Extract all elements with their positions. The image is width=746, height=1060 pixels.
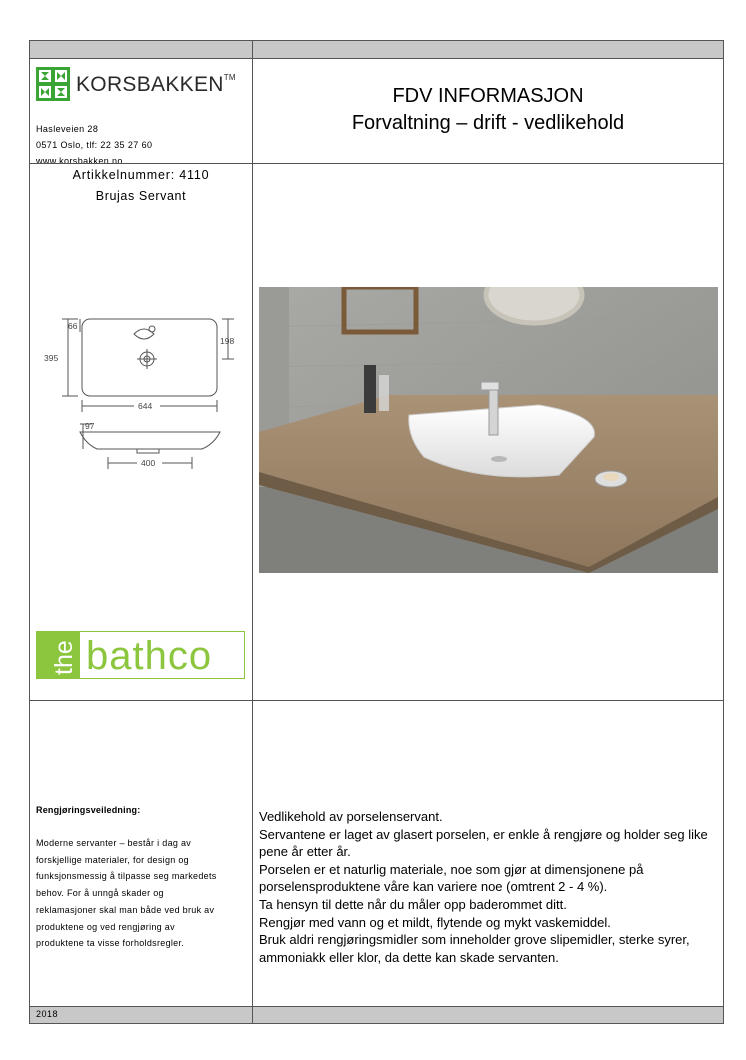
bathco-logo (36, 631, 245, 679)
title-cell (252, 58, 724, 164)
maintenance-line: Vedlikehold av porselenservant. (259, 809, 443, 824)
document-subtitle: Forvaltning – drift - vedlikehold (351, 112, 625, 134)
header-bar-left (29, 40, 253, 59)
maintenance-line: Bruk aldri rengjøringsmidler som inneholder grove slipemidler, sterke syrer, (259, 932, 690, 948)
cleaning-line: reklamasjoner skal man både ved bruk av (36, 904, 215, 915)
header-bar-right (252, 40, 724, 59)
product-photo (259, 287, 718, 573)
cleaning-paragraph (36, 835, 248, 952)
cleaning-line: behov. For å unngå skader og (36, 888, 164, 899)
footer-right (252, 1006, 724, 1024)
technical-drawing (42, 314, 247, 494)
dim-top-offset: 66 (68, 321, 78, 331)
dim-base: 400 (141, 458, 156, 468)
cleaning-line: funksjonsmessig å tilpasse seg markedets (36, 871, 217, 882)
fdv-document (29, 40, 723, 1024)
dim-height: 97 (85, 421, 95, 431)
maintenance-line: Servantene er laget av glasert porselen, er enkle å rengjøre og holder seg like (259, 826, 708, 842)
article-number: Artikkelnummer: 4110 (72, 168, 210, 182)
product-info-cell (29, 163, 253, 701)
phone-line: 0571 Oslo, tlf: 22 35 27 60 (36, 140, 153, 150)
dim-inner-depth: 198 (220, 336, 235, 346)
cleaning-line: forskjellige materialer, for design og (36, 854, 189, 865)
footer-year: 2018 (36, 1009, 59, 1019)
trademark: TM (223, 73, 236, 82)
bathco-prefix: the (50, 640, 78, 675)
cleaning-guide-cell (29, 700, 253, 1007)
address-line: Hasleveien 28 (36, 124, 99, 134)
korsbakken-logo-mark-icon (36, 67, 70, 101)
dim-depth: 395 (44, 353, 59, 363)
maintenance-line: ammoniakk eller klor, da dette kan skade servanten. (259, 949, 559, 965)
maintenance-line: Porselen er et naturlig materiale, noe som gjør at dimensjonene på (259, 861, 644, 877)
company-info-cell (29, 58, 253, 164)
company-name: KORSBAKKEN™ (76, 73, 236, 96)
maintenance-cell (252, 700, 724, 1007)
website-line: www.korsbakken.no (36, 156, 123, 166)
maintenance-text (259, 808, 714, 966)
maintenance-line: pene år etter år. (259, 844, 351, 860)
cleaning-heading: Rengjøringsveiledning: (36, 805, 141, 815)
maintenance-line: Rengjør med vann og et mildt, flytende og mykt vaskemiddel. (259, 914, 611, 930)
cleaning-line: produktene ta visse forholdsregler. (36, 938, 185, 949)
footer-left (29, 1006, 253, 1024)
document-title: FDV INFORMASJON (392, 85, 584, 107)
cleaning-line: produktene og ved rengjøring av (36, 921, 175, 932)
maintenance-line: Ta hensyn til dette når du måler opp baderommet ditt. (259, 896, 567, 912)
maintenance-line: porselensproduktene våre kan variere noe (omtrent 2 - 4 %). (259, 879, 608, 895)
cleaning-line: Moderne servanter – består i dag av (36, 838, 192, 848)
company-address (36, 121, 152, 169)
bathco-name: bathco (86, 634, 213, 678)
korsbakken-logo (36, 67, 236, 101)
product-photo-cell (252, 163, 724, 701)
dim-width: 644 (138, 401, 153, 411)
product-name: Brujas Servant (95, 189, 187, 203)
